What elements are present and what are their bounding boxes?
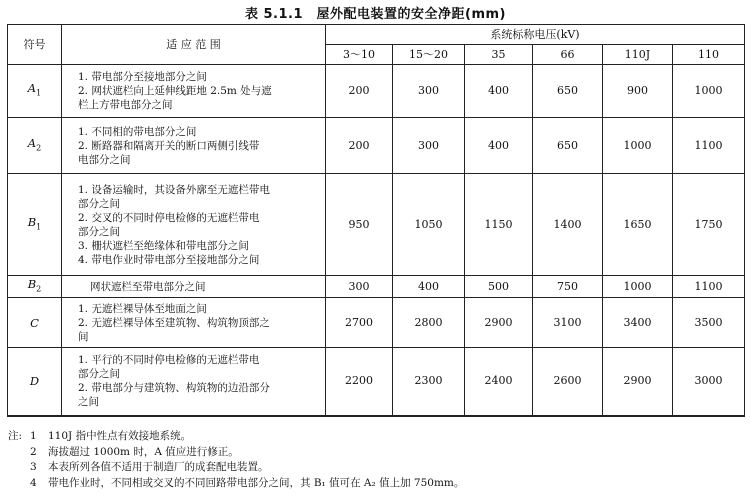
row-value: 650 (533, 65, 603, 118)
row-value: 1650 (603, 174, 673, 276)
row-value: 300 (393, 118, 465, 174)
row-value: 2600 (533, 348, 603, 416)
row-value: 2400 (465, 348, 533, 416)
row-value: 300 (326, 276, 393, 298)
table-row (8, 118, 745, 174)
row-value: 500 (465, 276, 533, 298)
header-scope: 适 应 范 围 (62, 25, 326, 65)
table-row (8, 65, 745, 118)
clearance-table (7, 24, 745, 417)
note-item: 注: 1 110J 指中性点有效接地系统。 (8, 429, 748, 445)
row-value: 2900 (603, 348, 673, 416)
row-description: 1. 无遮栏裸导体至地面之间 2. 无遮栏裸导体至建筑物、构筑物顶部之 间 (62, 298, 326, 348)
notes-prefix: 注: (8, 430, 23, 442)
row-value: 200 (326, 65, 393, 118)
table-notes (8, 429, 748, 491)
row-symbol: $A_2$ (8, 118, 62, 174)
row-description: 网状遮栏至带电部分之间 (62, 276, 326, 298)
row-value: 200 (326, 118, 393, 174)
row-symbol: $A_1$ (8, 65, 62, 118)
row-value: 3000 (673, 348, 745, 416)
row-symbol: D (8, 348, 62, 416)
row-value: 1000 (673, 65, 745, 118)
row-description: 1. 带电部分至接地部分之间 2. 网状遮栏向上延伸线距地 2.5m 处与遮 栏上方带电部分之间 (62, 65, 326, 118)
row-value: 1400 (533, 174, 603, 276)
row-symbol: $B_2$ (8, 276, 62, 298)
row-value: 400 (465, 65, 533, 118)
row-value: 1000 (603, 118, 673, 174)
row-value: 2700 (326, 298, 393, 348)
row-value: 3500 (673, 298, 745, 348)
row-value: 950 (326, 174, 393, 276)
header-voltage: 35 (465, 45, 533, 65)
row-value: 1100 (673, 276, 745, 298)
row-value: 1750 (673, 174, 745, 276)
row-value: 400 (393, 276, 465, 298)
row-value: 900 (603, 65, 673, 118)
row-symbol: C (8, 298, 62, 348)
row-value: 750 (533, 276, 603, 298)
row-value: 1050 (393, 174, 465, 276)
row-value: 2300 (393, 348, 465, 416)
row-description: 1. 不同相的带电部分之间 2. 断路器和隔离开关的断口两侧引线带 电部分之间 (62, 118, 326, 174)
row-value: 2900 (465, 298, 533, 348)
row-value: 1150 (465, 174, 533, 276)
header-voltage: 110J (603, 45, 673, 65)
note-item: 2 海拔超过 1000m 时，A 值应进行修正。 (30, 445, 239, 458)
note-item: 4 带电作业时，不同相或交叉的不同回路带电部分之间，其 B₁ 值可在 A₂ 值上加 750mm。 (30, 476, 465, 489)
header-symbol: 符号 (8, 25, 62, 65)
header-voltage: 15～20 (393, 45, 465, 65)
row-value: 2200 (326, 348, 393, 416)
row-symbol: $B_1$ (8, 174, 62, 276)
note-item: 3 本表所列各值不适用于制造厂的成套配电装置。 (30, 461, 269, 473)
row-value: 2800 (393, 298, 465, 348)
table-row (8, 276, 745, 298)
row-description: 1. 平行的不同时停电检修的无遮栏带电 部分之间 2. 带电部分与建筑物、构筑物的边沿部分 之间 (62, 348, 326, 416)
row-value: 3400 (603, 298, 673, 348)
header-voltage: 3～10 (326, 45, 393, 65)
row-value: 400 (465, 118, 533, 174)
table-row (8, 298, 745, 348)
row-description: 1. 设备运输时，其设备外廓至无遮栏带电 部分之间 2. 交叉的不同时停电检修的无遮栏带电 部分之间 3. 栅状遮栏至绝缘体和带电部分之间 4. 带电作业时带电部分至接地部分之间 (62, 174, 326, 276)
row-value: 650 (533, 118, 603, 174)
table-row (8, 174, 745, 276)
header-voltage: 66 (533, 45, 603, 65)
header-voltage: 110 (673, 45, 745, 65)
row-value: 300 (393, 65, 465, 118)
row-value: 3100 (533, 298, 603, 348)
row-value: 1100 (673, 118, 745, 174)
header-voltage-group: 系统标称电压(kV) (326, 25, 745, 45)
table-row (8, 348, 745, 416)
table-title: 表 5.1.1 屋外配电装置的安全净距(mm) (244, 7, 506, 22)
row-value: 1000 (603, 276, 673, 298)
